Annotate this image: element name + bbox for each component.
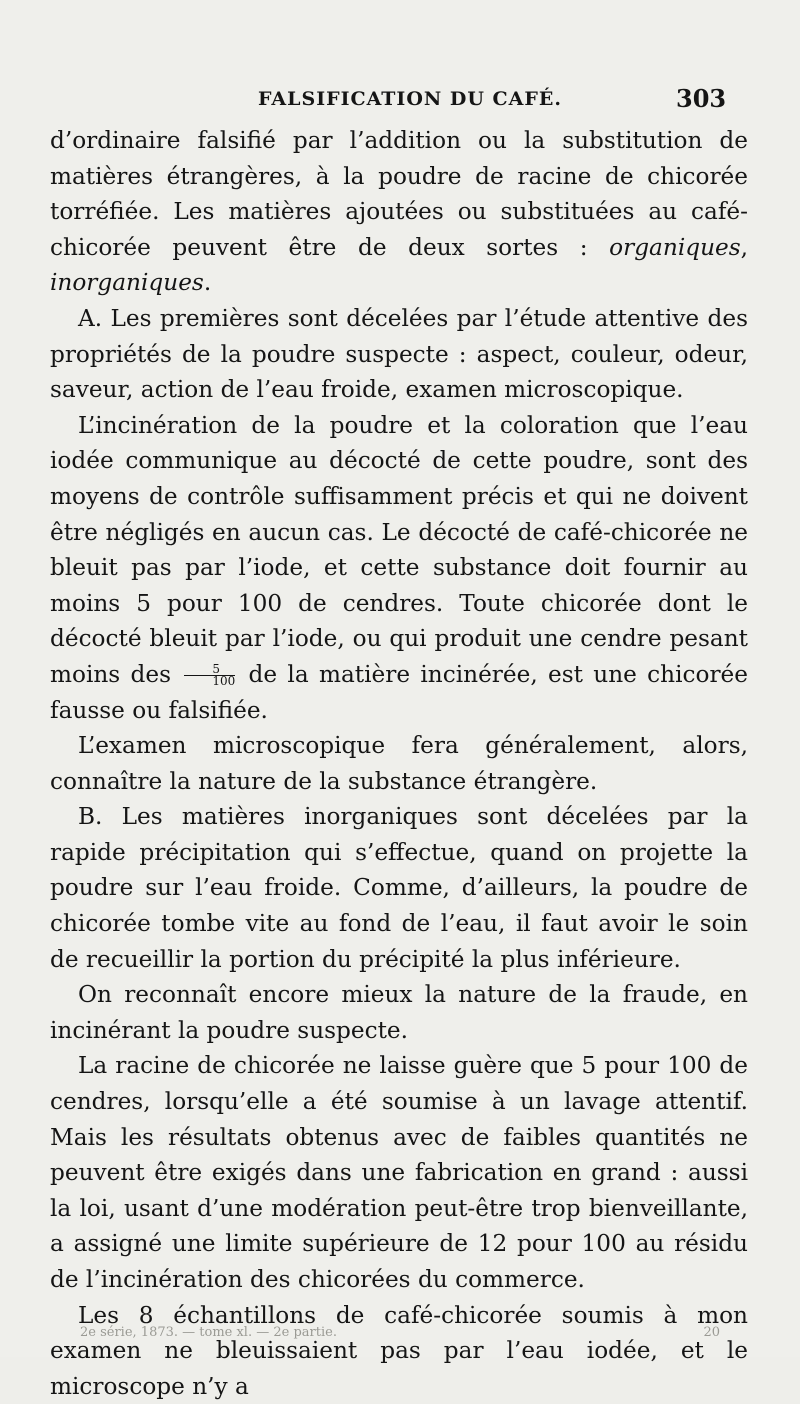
- fraction-denominator: 100: [184, 675, 235, 687]
- paragraph-text: Les premières sont décelées par l’étude attentive des propriétés de la poudre suspecte : aspect, couleur, odeur, saveur, action de l’eau froide, examen microscopique.: [50, 304, 748, 404]
- paragraph-fraude: [50, 977, 748, 1048]
- paragraph-text: Les 8 échantillons de café-chicorée soumis à mon examen ne bleuissaient pas par l’eau iodée, et le microscope n’y a: [50, 1301, 748, 1400]
- signature-mark: 20: [703, 1325, 720, 1340]
- comma-separator: ,: [740, 233, 749, 261]
- paragraph-text: La racine de chicorée ne laisse guère que 5 pour 100 de cendres, lorsqu’elle a été soumise à un lavage attentif. Mais les résultats obtenus avec de faibles quantités ne peuvent être exigés dans une fabrication en grand : aussi la loi, usant d’une modération peut-être trop bienveillante, a assigné une limite supérieure de 12 pour 100 au résidu de l’incinération des chicorées du commerce.: [50, 1052, 748, 1293]
- paragraph-racine: [50, 1048, 748, 1297]
- paragraph-continuation: [50, 123, 748, 301]
- paragraph-echantillons: [50, 1298, 748, 1404]
- printer-signature: 2e série, 1873. — tome xl. — 2e partie.: [80, 1325, 337, 1340]
- page-number: 303: [676, 84, 727, 113]
- paragraph-a: [50, 301, 748, 408]
- paragraph-text: On reconnaît encore mieux la nature de la fraude, en incinérant la poudre suspecte.: [50, 981, 748, 1044]
- italic-term-inorganiques: inorganiques: [50, 269, 204, 297]
- italic-term-organiques: organiques: [609, 233, 741, 261]
- section-label-b: B.: [78, 803, 103, 831]
- period: .: [203, 269, 212, 297]
- paragraph-b: [50, 799, 748, 977]
- body-text: [50, 123, 748, 1404]
- paragraph-incineration: [50, 408, 748, 728]
- paragraph-text: d’ordinaire falsifié par l’addition ou la substitution de matières étrangères, à la poudre de racine de chicorée torréfiée. Les matières ajoutées ou substituées au café-chicorée peuvent être de deux sortes :: [50, 127, 748, 261]
- paragraph-text: de la matière incinérée, est une chicorée fausse ou falsifiée.: [50, 660, 748, 724]
- section-label-a: A.: [78, 304, 103, 332]
- page-footer: [80, 1325, 720, 1347]
- fraction-five-hundredths: [184, 664, 235, 687]
- running-title: FALSIFICATION DU CAFÉ.: [258, 88, 562, 110]
- fraction-numerator: 5: [212, 662, 220, 677]
- paragraph-text: L’incinération de la poudre et la coloration que l’eau iodée communique au décocté de cette poudre, sont des moyens de contrôle suffisamment précis et qui ne doivent être négligés en aucun cas. Le décocté de café-chicorée ne bleuit pas par l’iode, et cette substance doit fournir au moins 5 pour 100 de cendres. Toute chicorée dont le décocté bleuit par l’iode, ou qui produit une cendre pesant moins des: [50, 411, 748, 688]
- paragraph-text: L’examen microscopique fera généralement, alors, connaître la nature de la substance étrangère.: [50, 732, 748, 795]
- paragraph-microscope: [50, 728, 748, 799]
- paragraph-text: Les matières inorganiques sont décelées par la rapide précipitation qui s’effectue, quand on projette la poudre sur l’eau froide. Comme, d’ailleurs, la poudre de chicorée tombe vite au fond de l’eau, il faut avoir le soin de recueillir la portion du précipité la plus inférieure.: [50, 803, 748, 973]
- page-header: [0, 80, 800, 116]
